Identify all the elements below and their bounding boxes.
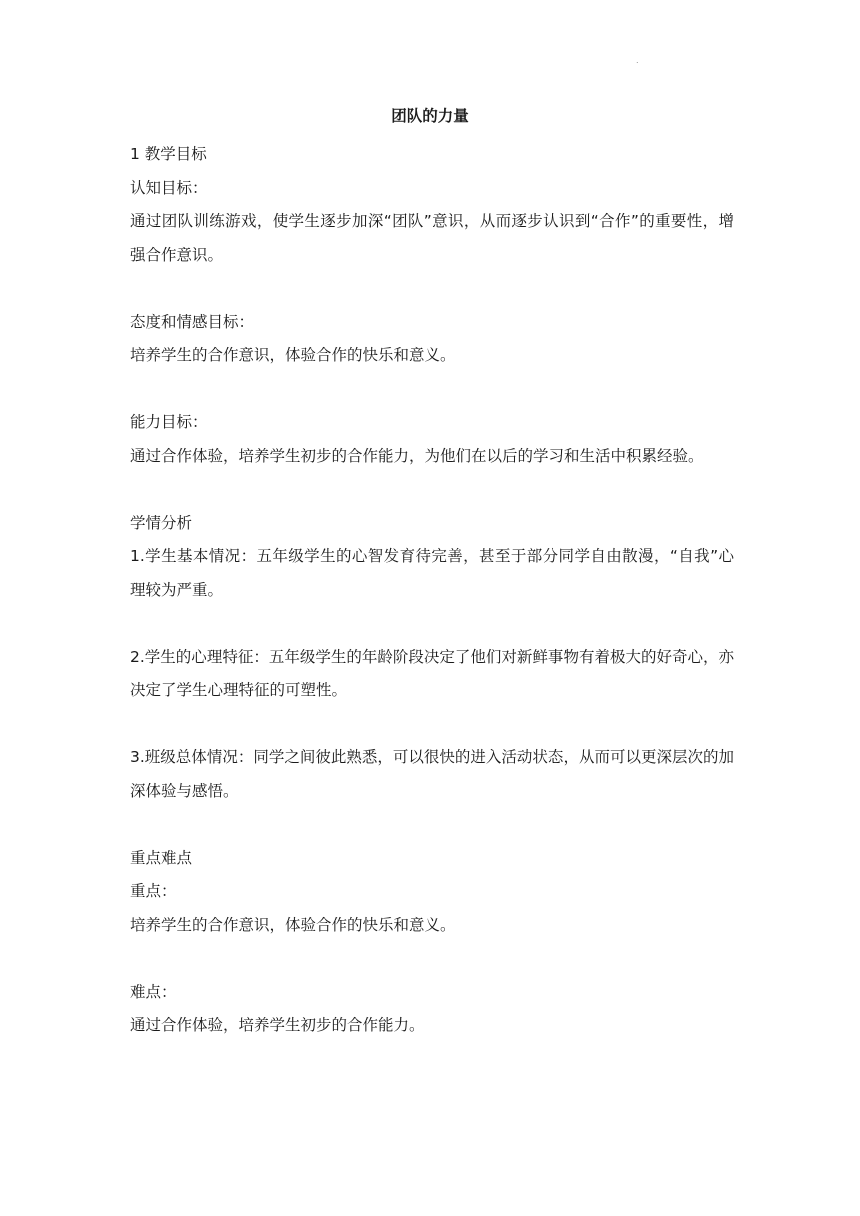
spacer <box>130 272 734 306</box>
spacer <box>130 607 734 641</box>
paragraph-key-point: 培养学生的合作意识，体验合作的快乐和意义。 <box>130 915 456 934</box>
paragraph-class-overall: 3.班级总体情况：同学之间彼此熟悉，可以很快的进入活动状态，从而可以更深层次的加深体验与感悟。 <box>130 748 734 800</box>
section-heading-student-analysis: 学情分析 <box>130 513 193 532</box>
spacer <box>130 708 734 742</box>
document-title: 团队的力量 <box>391 107 469 125</box>
subheading-attitude-goal: 态度和情感目标： <box>130 312 255 331</box>
paragraph-ability-goal: 通过合作体验，培养学生初步的合作能力，为他们在以后的学习和生活中积累经验。 <box>130 446 704 465</box>
subheading-cognitive-goal: 认知目标： <box>130 178 208 197</box>
paragraph-difficult-point: 通过合作体验，培养学生初步的合作能力。 <box>130 1016 425 1034</box>
paragraph-student-basic: 1.学生基本情况：五年级学生的心智发育待完善，甚至于部分同学自由散漫，“自我”心理较为严重。 <box>130 547 734 599</box>
section-heading-teaching-goals: 1 教学目标 <box>130 145 207 163</box>
paragraph-student-psychology: 2.学生的心理特征：五年级学生的年龄阶段决定了他们对新鲜事物有着极大的好奇心，亦决定了学生心理特征的可塑性。 <box>130 647 734 699</box>
document-body <box>130 138 734 1043</box>
subheading-key-point: 重点： <box>130 882 177 900</box>
header-dot: . <box>636 56 639 65</box>
paragraph-cognitive-goal: 通过团队训练游戏，使学生逐步加深“团队”意识，从而逐步认识到“合作”的重要性，增强合作意识。 <box>130 212 734 264</box>
subheading-difficult-point: 难点： <box>130 982 177 1001</box>
spacer <box>130 373 734 407</box>
spacer <box>130 942 734 976</box>
spacer <box>130 808 734 842</box>
section-heading-key-points: 重点难点 <box>130 848 193 867</box>
spacer <box>130 473 734 507</box>
paragraph-attitude-goal: 培养学生的合作意识，体验合作的快乐和意义。 <box>130 346 456 364</box>
subheading-ability-goal: 能力目标： <box>130 413 208 431</box>
